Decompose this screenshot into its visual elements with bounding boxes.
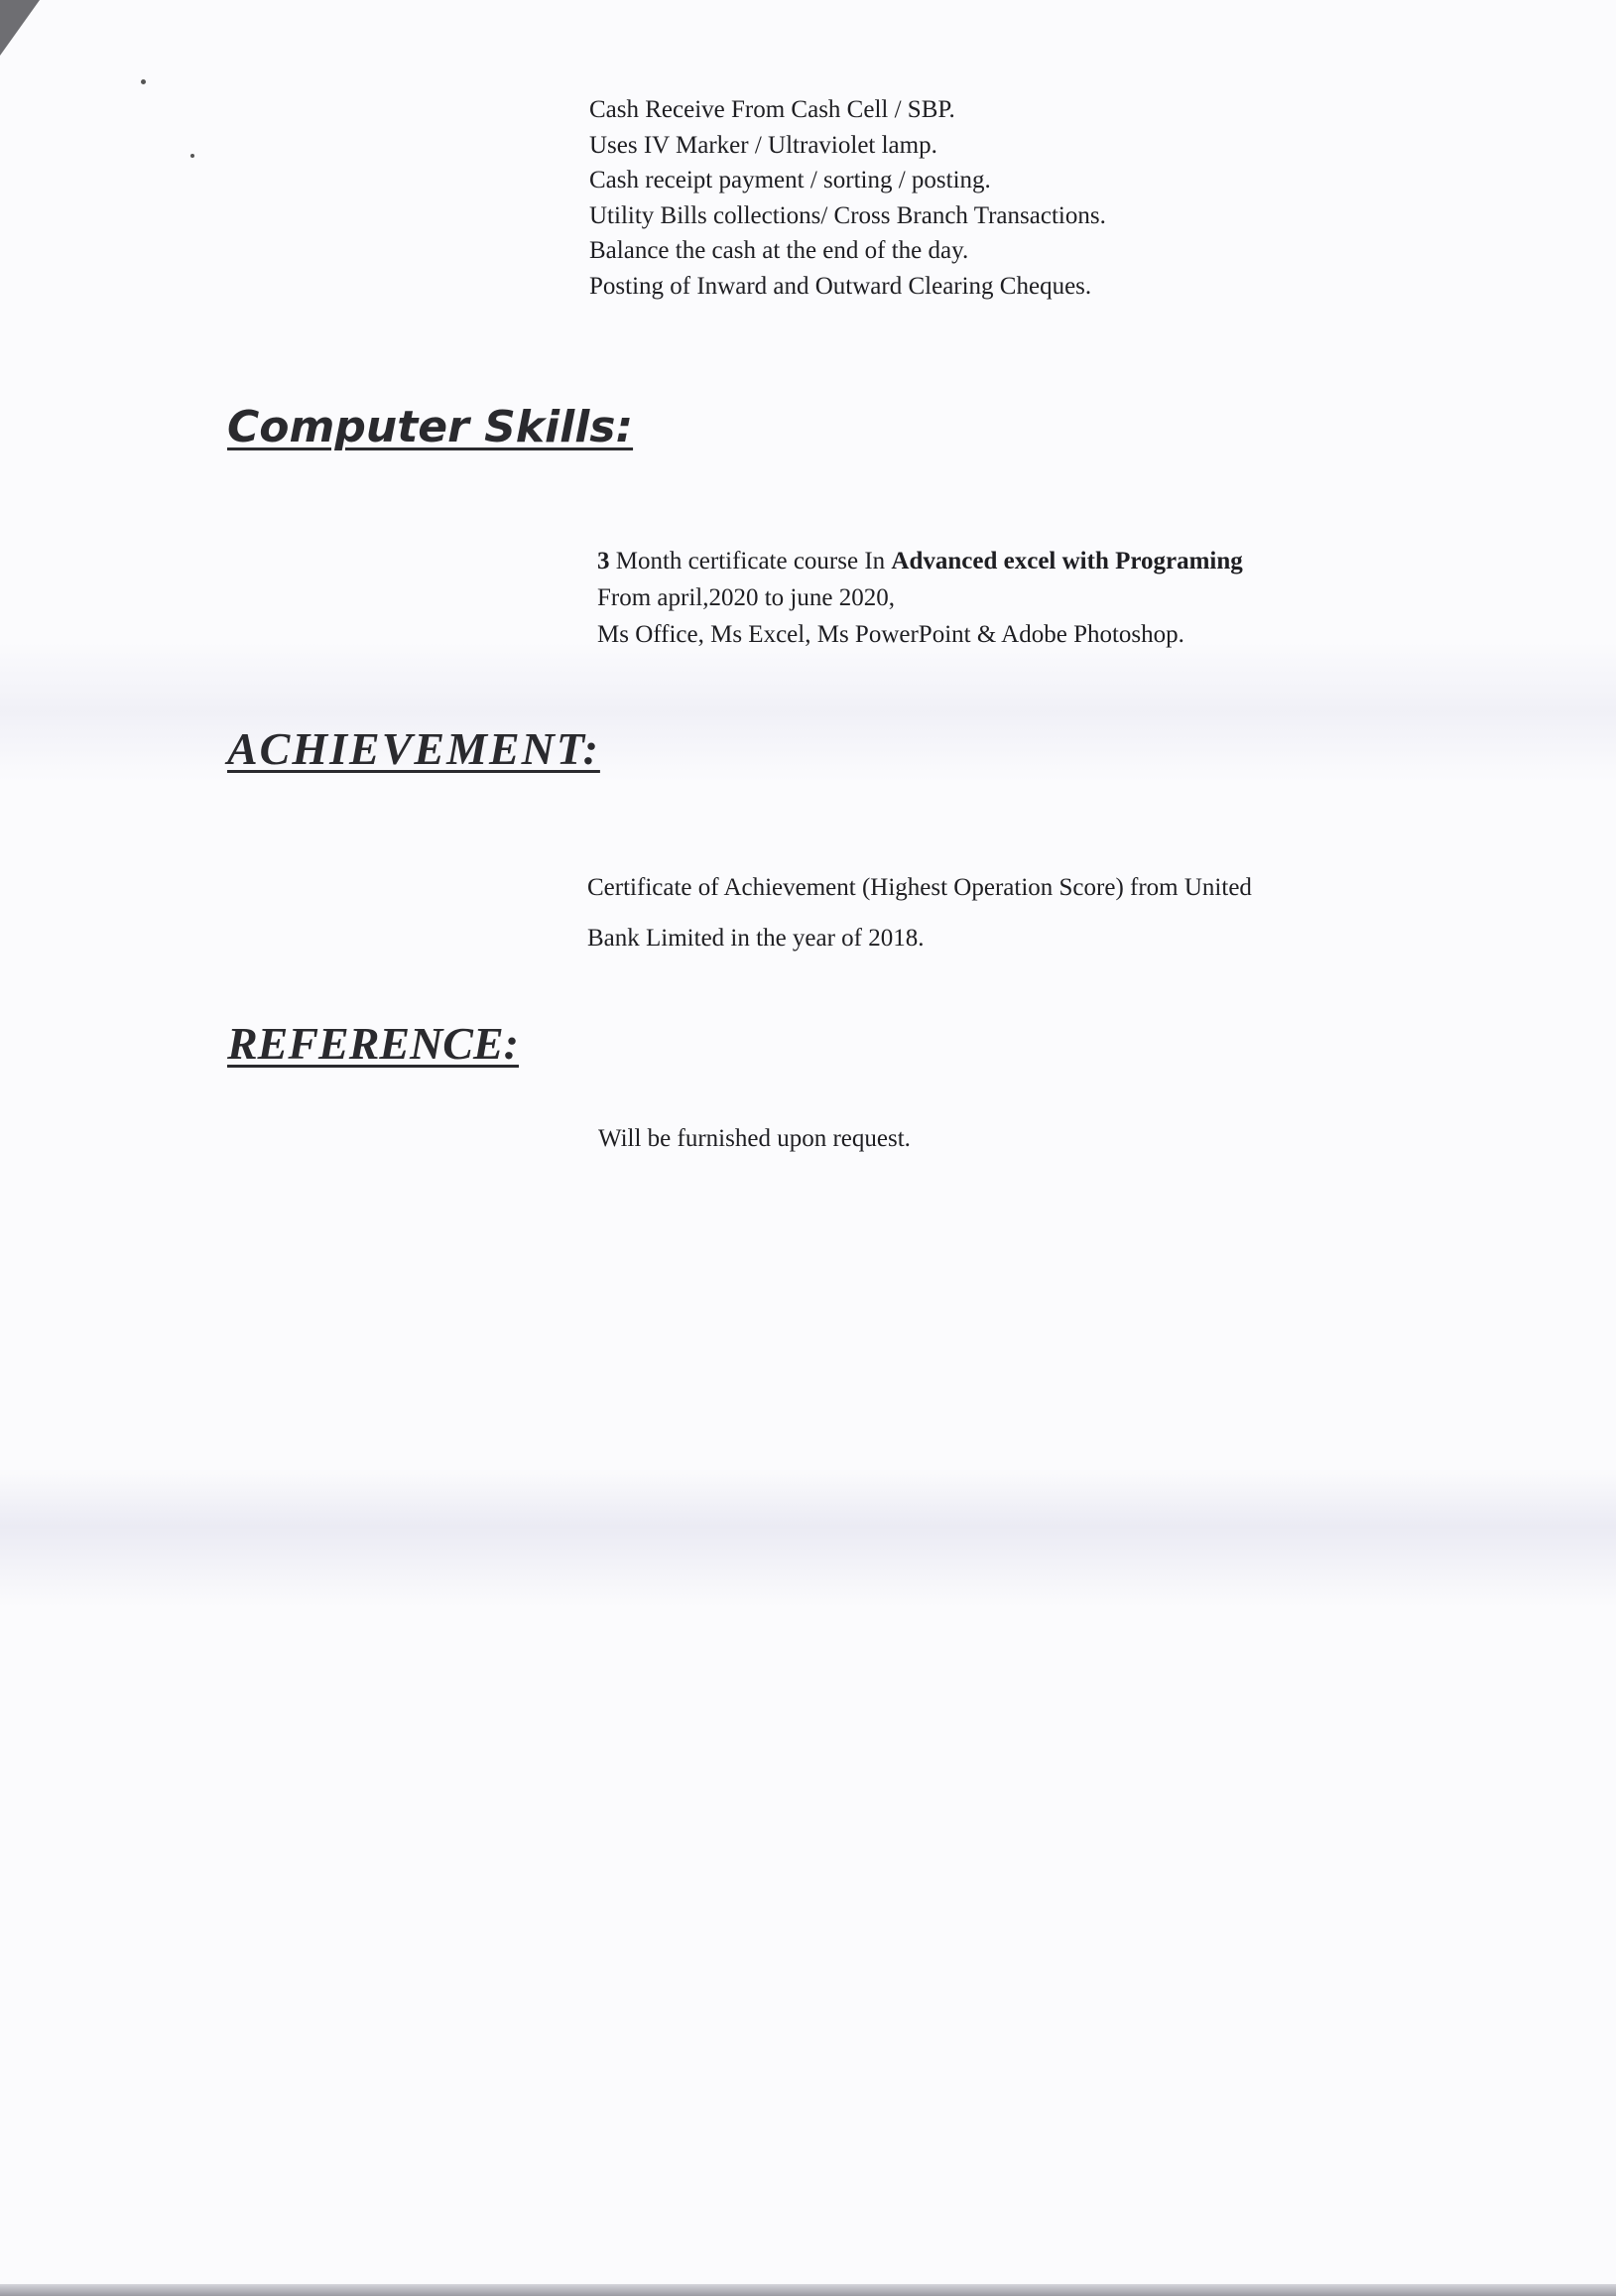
reference-heading: REFERENCE: bbox=[227, 1018, 519, 1069]
page-bottom-edge bbox=[0, 2284, 1616, 2296]
achievement-line: Certificate of Achievement (Highest Operation Score) from United bbox=[587, 874, 1252, 901]
computer-skills-block bbox=[597, 543, 1243, 653]
course-text: Month certificate course In bbox=[609, 548, 892, 574]
page-corner-fold bbox=[0, 0, 40, 56]
duty-item: Utility Bills collections/ Cross Branch Transactions. bbox=[589, 201, 1106, 229]
achievement-line: Bank Limited in the year of 2018. bbox=[587, 925, 925, 952]
duty-item: Posting of Inward and Outward Clearing Cheques. bbox=[589, 272, 1092, 300]
achievement-block bbox=[587, 862, 1252, 963]
course-dates: From april,2020 to june 2020, bbox=[597, 584, 895, 611]
reference-text: Will be furnished upon request. bbox=[598, 1125, 911, 1152]
course-line bbox=[597, 543, 1243, 579]
scan-speck bbox=[141, 79, 146, 84]
achievement-heading: ACHIEVEMENT: bbox=[227, 723, 600, 774]
duty-item: Balance the cash at the end of the day. bbox=[589, 237, 969, 264]
course-duration-number: 3 bbox=[597, 548, 610, 574]
scan-speck bbox=[190, 154, 194, 158]
duty-item: Uses IV Marker / Ultraviolet lamp. bbox=[589, 131, 937, 159]
duty-item: Cash Receive From Cash Cell / SBP. bbox=[589, 96, 955, 123]
duties-list bbox=[589, 92, 1106, 304]
software-list: Ms Office, Ms Excel, Ms PowerPoint & Adobe Photoshop. bbox=[597, 621, 1184, 648]
computer-skills-heading: Computer Skills: bbox=[227, 402, 634, 452]
course-name: Advanced excel with Programing bbox=[891, 548, 1243, 574]
reference-block bbox=[598, 1121, 911, 1157]
duty-item: Cash receipt payment / sorting / posting. bbox=[589, 167, 991, 193]
